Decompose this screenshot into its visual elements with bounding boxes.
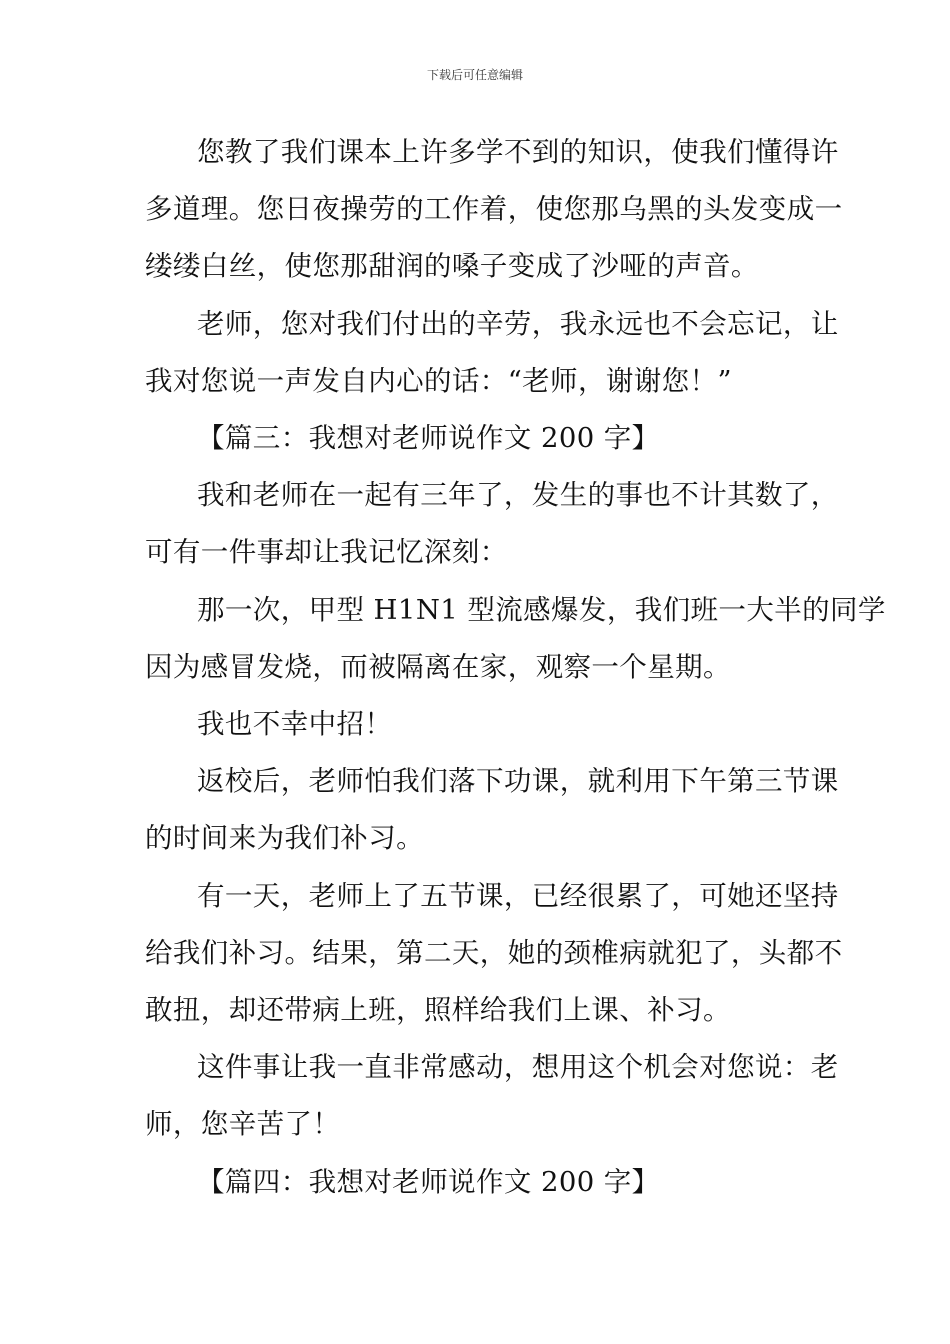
paragraph-line: 有一天，老师上了五节课，已经很累了，可她还坚持 — [197, 880, 839, 912]
paragraph-line: 给我们补习。结果，第二天，她的颈椎病就犯了，头都不 — [145, 937, 843, 969]
paragraph-line: 老师，您对我们付出的辛劳，我永远也不会忘记，让 — [197, 308, 839, 340]
page-header: 下载后可任意编辑 — [426, 68, 523, 82]
paragraph-line: 我对您说一声发自内心的话：“老师，谢谢您！” — [145, 365, 732, 397]
section-heading: 【篇三：我想对老师说作文 200 字】 — [197, 422, 660, 454]
paragraph-line: 我和老师在一起有三年了，发生的事也不计其数了， — [197, 479, 839, 511]
paragraph-line: 我也不幸中招！ — [197, 708, 393, 740]
paragraph-line: 缕缕白丝，使您那甜润的嗓子变成了沙哑的声音。 — [145, 250, 759, 282]
paragraph-line: 您教了我们课本上许多学不到的知识，使我们懂得许 — [197, 136, 839, 168]
paragraph-line: 这件事让我一直非常感动，想用这个机会对您说：老 — [197, 1051, 839, 1083]
paragraph-line: 多道理。您日夜操劳的工作着，使您那乌黑的头发变成一 — [145, 193, 843, 225]
paragraph-line: 返校后，老师怕我们落下功课，就利用下午第三节课 — [197, 765, 839, 797]
paragraph-line: 那一次，甲型 H1N1 型流感爆发，我们班一大半的同学 — [197, 594, 886, 626]
paragraph-line: 敢扭，却还带病上班，照样给我们上课、补习。 — [145, 994, 731, 1026]
section-heading: 【篇四：我想对老师说作文 200 字】 — [197, 1166, 660, 1198]
paragraph-line: 师，您辛苦了！ — [145, 1108, 341, 1140]
paragraph-line: 可有一件事却让我记忆深刻： — [145, 536, 508, 568]
paragraph-line: 的时间来为我们补习。 — [145, 822, 424, 854]
paragraph-line: 因为感冒发烧，而被隔离在家，观察一个星期。 — [145, 651, 731, 683]
